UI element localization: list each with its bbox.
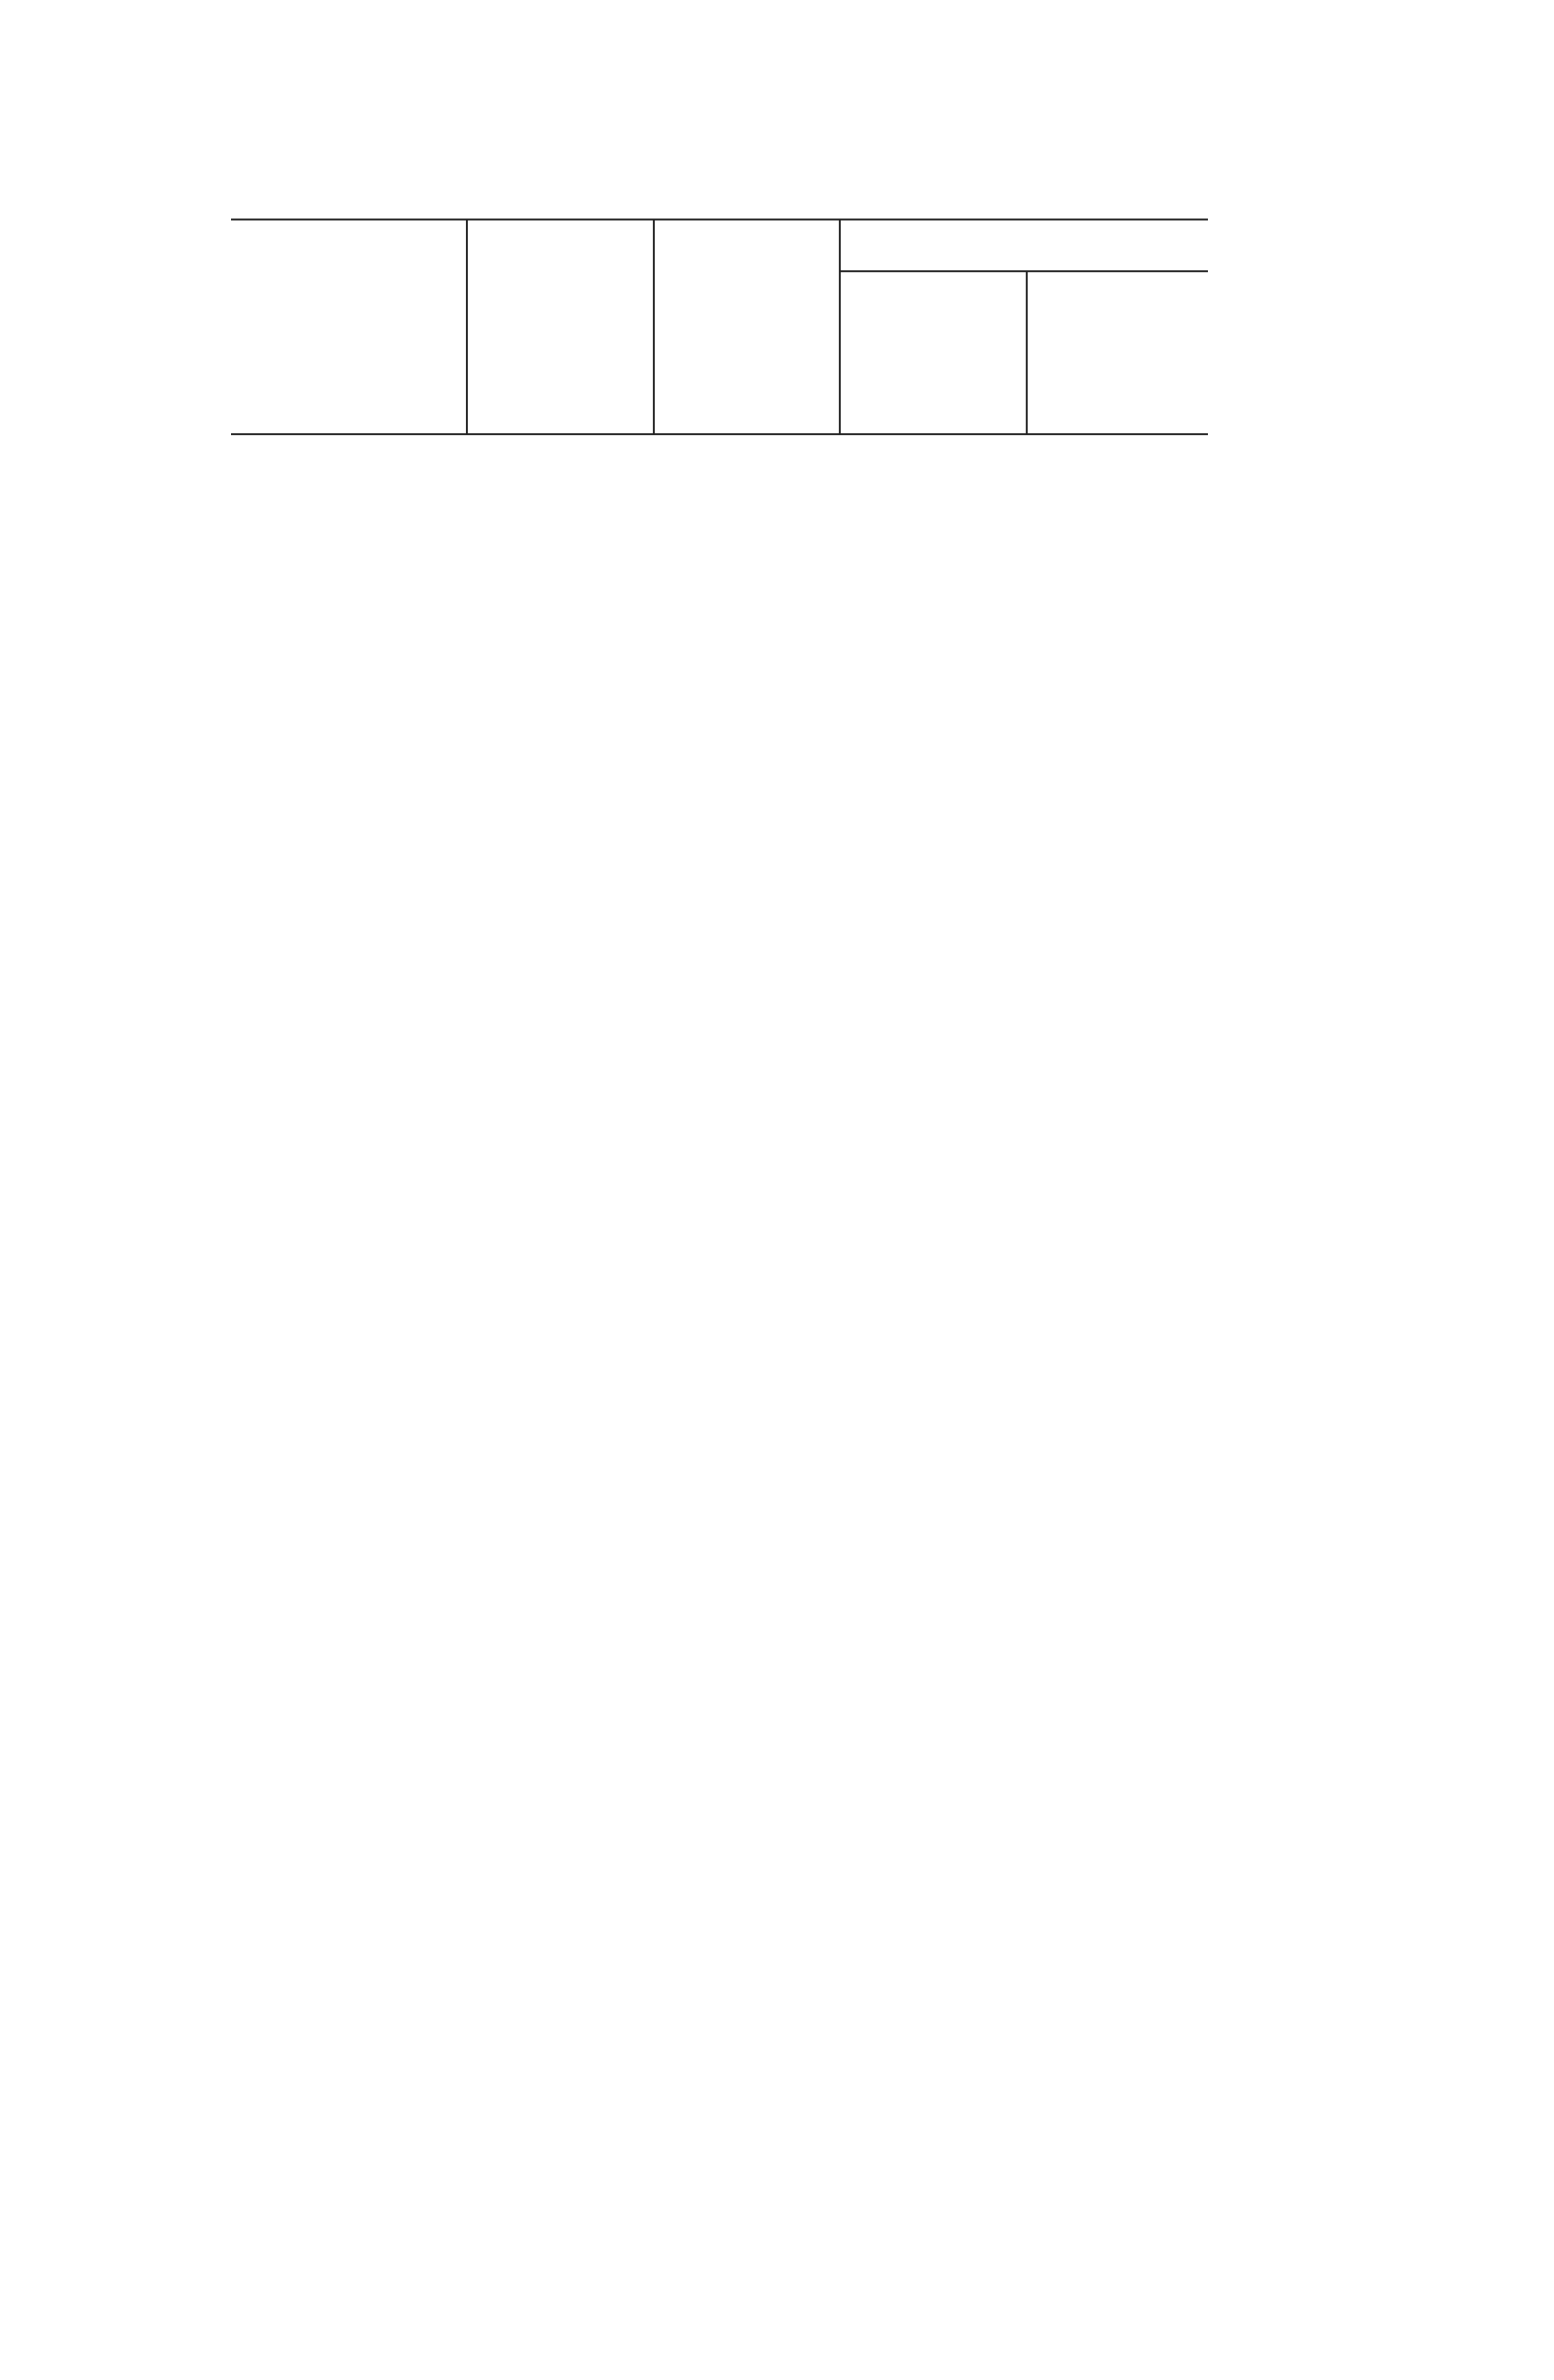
header-name: [231, 220, 467, 434]
header-weight-unit: [840, 271, 1027, 434]
header-unit: [467, 220, 654, 434]
document-page: [67, 144, 1352, 435]
header-weight-total: [1027, 271, 1208, 434]
header-quantity: [654, 220, 841, 434]
resources-table: [231, 219, 1208, 435]
header-weight: [840, 220, 1208, 271]
